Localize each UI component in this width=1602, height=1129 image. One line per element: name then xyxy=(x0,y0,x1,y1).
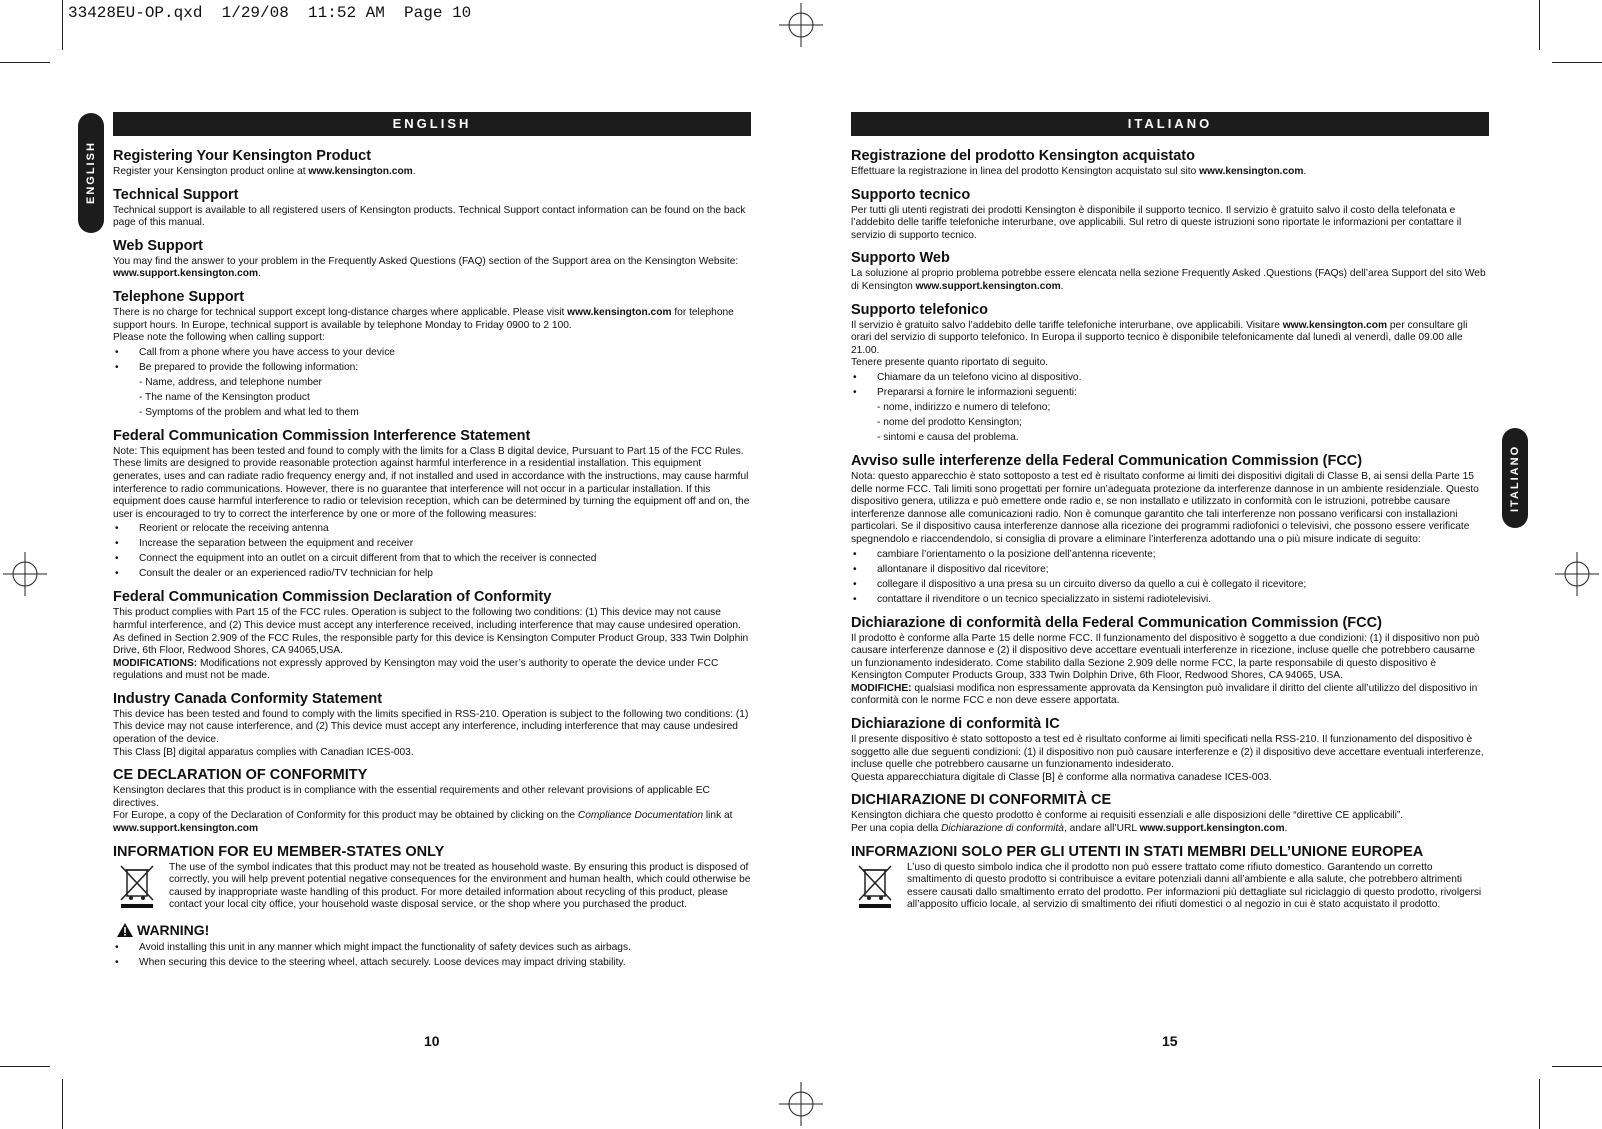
crop-mark xyxy=(1552,1066,1602,1067)
paragraph xyxy=(851,683,1489,708)
text: . xyxy=(1303,166,1307,177)
paragraph xyxy=(113,256,751,281)
list-item: - nome, indirizzo e numero di telefono; xyxy=(877,401,1051,413)
warning-label: WARNING! xyxy=(137,922,210,938)
crop-mark xyxy=(0,1066,50,1067)
registration-mark-icon xyxy=(779,1082,823,1126)
text: Modifications not expressly approved by Kensington may void the user’s authority to operate the device under FCC regulations and must not be made. xyxy=(113,657,719,682)
italiano-column xyxy=(851,112,1489,912)
text: Compliance Documentation xyxy=(577,810,704,822)
crop-mark xyxy=(62,1079,63,1129)
bullet-list xyxy=(113,521,751,581)
list-item: • Be prepared to provide the following information: xyxy=(113,360,751,375)
section-banner: ENGLISH xyxy=(113,112,751,136)
bullet-list xyxy=(851,547,1489,607)
paragraph xyxy=(851,320,1489,358)
crop-mark xyxy=(1552,62,1602,63)
paragraph: Questa apparecchiatura digitale di Classe [B] è conforme alla normativa canadese ICES-003. xyxy=(851,771,1272,783)
link[interactable]: www.kensington.com xyxy=(1282,319,1388,331)
warning-title xyxy=(117,922,751,938)
registration-mark-icon xyxy=(1555,552,1599,596)
heading-ce-declaration: CE DECLARATION OF CONFORMITY xyxy=(113,767,368,784)
paragraph: Tenere presente quanto riportato di seguito. xyxy=(851,357,1049,369)
crop-mark xyxy=(62,0,63,50)
side-tab-english: ENGLISH xyxy=(78,113,104,233)
paragraph xyxy=(851,823,1489,836)
link[interactable]: www.kensington.com xyxy=(1199,166,1304,177)
paragraph: This Class [B] digital apparatus complies with Canadian ICES-003. xyxy=(113,746,414,758)
registration-mark-icon xyxy=(779,3,823,47)
heading-technical-support: Technical Support xyxy=(113,186,239,203)
list-item: • Call from a phone where you have access to your device xyxy=(113,345,751,360)
crop-mark xyxy=(1539,1079,1540,1129)
text: Register your Kensington product online at xyxy=(113,166,309,177)
paragraph: Please note the following when calling support: xyxy=(113,332,325,344)
list-item: • Consult the dealer or an experienced radio/TV technician for help xyxy=(113,566,751,581)
text: Dichiarazione di conformità xyxy=(941,823,1064,835)
list-item: - sintomi e causa del problema. xyxy=(877,431,1019,443)
paragraph: Technical support is available to all registered users of Kensington products. Technical Support contact information can be found on the back page of this manual. xyxy=(113,204,746,229)
list-item: • contattare il rivenditore o un tecnico specializzato in sistemi radiotelevisivi. xyxy=(851,592,1489,607)
text: Il servizio è gratuito salvo l’addebito delle tariffe telefoniche interurbane, ove applicabili. Visitare xyxy=(851,319,1283,331)
paragraph: Nota: questo apparecchio è stato sottoposto a test ed è risultato conforme ai limiti dei dispositivi digitali di Classe B, ai sensi della Parte 15 delle norme FCC. Tali limiti sono progettati per fornire un’adeguata protezione da interferenze dannose in un ambiente residenziale. Questo dispositivo genera, utilizza e può emettere onde radio e, se non installato e utilizzato in conformità con le istruzioni, potrebbe causare interferenze dannose alle comunicazioni radio. Non è comunque garantito che tali interferenze non possano verificarsi con installazioni particolari. Se il dispositivo causa interferenze dannose alla ricezione dei programmi radiofonici o televisivi, che possono essere verificate spegnendolo e riaccendendolo, si consiglia di provare a eliminare l’interferenza adottando una o più misure indicate di seguito: xyxy=(851,470,1479,545)
heading-fcc-dichiarazione: Dichiarazione di conformità della Federal Communication Commission (FCC) xyxy=(851,614,1382,631)
text: qualsiasi modifica non espressamente approvata da Kensington può invalidare il diritto del cliente all’utilizzo del dispositivo in conformità con le norme FCC e non deve essere apportata. xyxy=(851,682,1478,707)
list-item: - The name of the Kensington product xyxy=(139,391,310,403)
heading-eu-info: INFORMATION FOR EU MEMBER-STATES ONLY xyxy=(113,843,445,860)
label: MODIFICHE: xyxy=(851,682,912,694)
text: per consultare gli orari del servizio di supporto telefonico. In Europa il supporto tecnico è disponibile telefonicamente dal lunedì al venerdì, dalle 09.00 alle 21.00. xyxy=(851,319,1468,356)
text: Effettuare la registrazione in linea del prodotto Kensington acquistato sul sito xyxy=(851,166,1200,177)
paragraph: This device has been tested and found to comply with the limits specified in RSS-210. Operation is subject to the following two conditions: (1) This device may not cause interference, and (2) This device must accept any interference, including interference that may cause undesired operation of the device. xyxy=(113,708,749,746)
text: . xyxy=(1284,823,1288,835)
heading-supporto-telefonico: Supporto telefonico xyxy=(851,301,988,318)
text: For Europe, a copy of the Declaration of Conformity for this product may be obtained by clicking on the xyxy=(113,810,578,822)
heading-supporto-tecnico: Supporto tecnico xyxy=(851,186,971,203)
page-number: 10 xyxy=(424,1033,440,1049)
paragraph: Per tutti gli utenti registrati dei prodotti Kensington è disponibile il supporto tecnico. Il servizio è gratuito salvo il costo della telefonata e l’addebito delle tariffe telefoniche interurbane, ove applicabili. Sul retro di queste istruzioni sono riportate le informazioni per contattare il servizio di supporto tecnico. xyxy=(851,204,1462,241)
heading-fcc-interference: Federal Communication Commission Interference Statement xyxy=(113,427,531,444)
paragraph: Note: This equipment has been tested and found to comply with the limits for a Class B digital device, Pursuant to Part 15 of the FCC Rules. These limits are designed to provide reasonable protection against harmful interference in a residential installation. This equipment generates, uses and can radiate radio frequency energy and, if not installed and used in accordance with the instructions, may cause harmful interference to radio communications. However, there is no guarantee that interference will not occur in a particular installation. If this equipment does cause harmful interference to radio or television reception, which can be determined by turning the equipment off and on, the user is encouraged to try to correct the interference by one or more of the following measures: xyxy=(113,445,750,520)
list-item: • allontanare il dispositivo dal ricevitore; xyxy=(851,562,1489,577)
text: You may find the answer to your problem in the Frequently Asked Questions (FAQ) section of the Support area on the Kensington Website: xyxy=(113,255,739,267)
list-item: • cambiare l’orientamento o la posizione dell’antenna ricevente; xyxy=(851,547,1489,562)
text: link at xyxy=(703,810,733,822)
print-slug: 33428EU-OP.qxd 1/29/08 11:52 AM Page 10 xyxy=(68,4,472,22)
list-item: • Increase the separation between the equipment and receiver xyxy=(113,536,751,551)
paragraph xyxy=(113,307,751,332)
paragraph: Kensington declares that this product is in compliance with the essential requirements and other relevant provisions of applicable EC directives. xyxy=(113,785,710,809)
english-column xyxy=(113,112,751,970)
text: There is no charge for technical support except long-distance charges where applicable. Please visit xyxy=(113,306,568,318)
link[interactable]: www.support.kensington.com xyxy=(113,823,259,835)
list-item: - nome del prodotto Kensington; xyxy=(877,416,1022,428)
crop-mark xyxy=(1539,0,1540,50)
heading-registering: Registering Your Kensington Product xyxy=(113,148,372,164)
text: Per una copia della xyxy=(851,823,942,835)
text: . xyxy=(1060,280,1064,292)
list-item: • Reorient or relocate the receiving antenna xyxy=(113,521,751,536)
heading-ce-dichiarazione: DICHIARAZIONE DI CONFORMITÀ CE xyxy=(851,792,1112,809)
page-number: 15 xyxy=(1162,1033,1178,1049)
bullet-list xyxy=(851,370,1489,445)
side-tab-italiano: ITALIANO xyxy=(1502,428,1528,528)
paragraph: This product complies with Part 15 of the FCC rules. Operation is subject to the following two conditions: (1) This device may not cause harmful interference, and (2) This device must accept any interference received, including interference that may cause undesired operation. As defined in Section 2.909 of the FCC Rules, the responsible party for this device is Kensington Computer Product Group, 333 Twin Dolphin Drive, 6th Floor, Redwood Shores, CA 94065,USA. xyxy=(113,607,749,657)
text: , andare all’URL xyxy=(1063,823,1140,835)
list-item: • When securing this device to the steering wheel, attach securely. Loose devices may impact driving stability. xyxy=(113,955,751,970)
weee-bin-icon xyxy=(113,862,161,910)
text: . xyxy=(258,268,261,280)
text: for telephone support hours. In Europe, technical support is available by telephone Monday to Friday 0900 to 2 100. xyxy=(113,306,734,331)
link[interactable]: www.support.kensington.com xyxy=(915,280,1061,292)
link[interactable]: www.kensington.com xyxy=(567,306,672,318)
heading-ic-conformita: Dichiarazione di conformità IC xyxy=(851,716,1060,733)
list-item: • Chiamare da un telefono vicino al dispositivo. xyxy=(851,370,1489,385)
list-item: • collegare il dispositivo a una presa su un circuito diverso da quello a cui è collegato il ricevitore; xyxy=(851,577,1489,592)
paragraph: L’uso di questo simbolo indica che il prodotto non può essere trattato come rifiuto domestico. Garantendo un corretto smaltimento di questo prodotto si contribuisce a evitare potenziali danni all’ambiente e alla salute, che potrebbero altrimenti essere causati dallo smaltimento errato del prodotto. Per informazioni più dettagliate sul riciclaggio di questo prodotto, rivolgersi all’apposito ufficio locale, al servizio di smaltimento dei rifiuti domestici o al negozio in cui è stato acquistato il prodotto. xyxy=(907,861,1482,911)
paragraph xyxy=(851,268,1489,293)
paragraph: Kensington dichiara che questo prodotto è conforme ai requisiti essenziali e alle disposizioni delle “direttive CE applicabili”. xyxy=(851,810,1404,822)
text: . xyxy=(412,166,416,177)
paragraph xyxy=(113,658,751,683)
list-item: • Prepararsi a fornire le informazioni seguenti: xyxy=(851,385,1489,400)
paragraph xyxy=(113,810,751,835)
link[interactable]: www.support.kensington.com xyxy=(113,268,259,280)
registration-mark-icon xyxy=(3,552,47,596)
paragraph xyxy=(113,166,751,179)
heading-registrazione: Registrazione del prodotto Kensington acquistato xyxy=(851,148,1195,164)
heading-supporto-web: Supporto Web xyxy=(851,250,950,267)
link[interactable]: www.kensington.com xyxy=(308,166,413,177)
paragraph: Il prodotto è conforme alla Parte 15 delle norme FCC. Il funzionamento del dispositivo è soggetto a due condizioni: (1) il dispositivo non può causare interferenze dannose e (2) il dispositivo deve accettare eventuali interferenze in ricezione, incluse quelle che potrebbero causarne un funzionamento indesiderato. Come stabilito dalla Sezione 2.909 delle norme FCC, la parte responsabile di questo dispositivo è Kensington Computer Products Group, 333 Twin Dolphin Drive, 6th Floor, Redwood Shores, CA 94065, USA. xyxy=(851,632,1480,682)
list-item: - Symptoms of the problem and what led to them xyxy=(139,406,359,418)
paragraph: The use of the symbol indicates that this product may not be treated as household waste. By ensuring this product is disposed of correctly, you will help prevent potential negative consequences for the environment and human health, which could otherwise be caused by inappropriate waste handling of this product. For more detailed information about recycling of this product, please contact your local city office, your household waste disposal service, or the shop where you purchased the product. xyxy=(169,861,751,911)
weee-block xyxy=(851,862,1489,912)
bullet-list xyxy=(113,940,751,970)
warning-icon xyxy=(117,923,133,937)
heading-eu-info: INFORMAZIONI SOLO PER GLI UTENTI IN STATI MEMBRI DELL’UNIONE EUROPEA xyxy=(851,843,1424,860)
heading-industry-canada: Industry Canada Conformity Statement xyxy=(113,690,383,707)
crop-mark xyxy=(0,62,50,63)
section-banner: ITALIANO xyxy=(851,112,1489,136)
paragraph: Il presente dispositivo è stato sottoposto a test ed è risultato conforme ai limiti specificati nella RSS-210. Il funzionamento del dispositivo è soggetto alle due seguenti condizioni: (1) il dispositivo non può causare interferenze e (2) il dispositivo deve accettare eventuali interferenze, incluse quelle che potrebbero causarne un funzionamento indesiderato. xyxy=(851,734,1484,771)
list-item: - Name, address, and telephone number xyxy=(139,376,322,388)
list-item: • Connect the equipment into an outlet on a circuit different from that to which the receiver is connected xyxy=(113,551,751,566)
heading-fcc-avviso: Avviso sulle interferenze della Federal Communication Commission (FCC) xyxy=(851,452,1363,469)
heading-fcc-declaration: Federal Communication Commission Declaration of Conformity xyxy=(113,589,552,606)
bullet-list xyxy=(113,345,751,420)
text: La soluzione al proprio problema potrebbe essere elencata nella sezione Frequently Asked .Questions (FAQs) dell’area Support del sito Web di Kensington xyxy=(851,268,1486,292)
weee-block xyxy=(113,862,751,912)
heading-telephone-support: Telephone Support xyxy=(113,288,245,305)
paragraph xyxy=(851,166,1489,179)
label: MODIFICATIONS: xyxy=(113,657,198,669)
heading-web-support: Web Support xyxy=(113,237,203,254)
list-item: • Avoid installing this unit in any manner which might impact the functionality of safety devices such as airbags. xyxy=(113,940,751,955)
weee-bin-icon xyxy=(851,862,899,910)
link[interactable]: www.support.kensington.com xyxy=(1139,823,1285,835)
